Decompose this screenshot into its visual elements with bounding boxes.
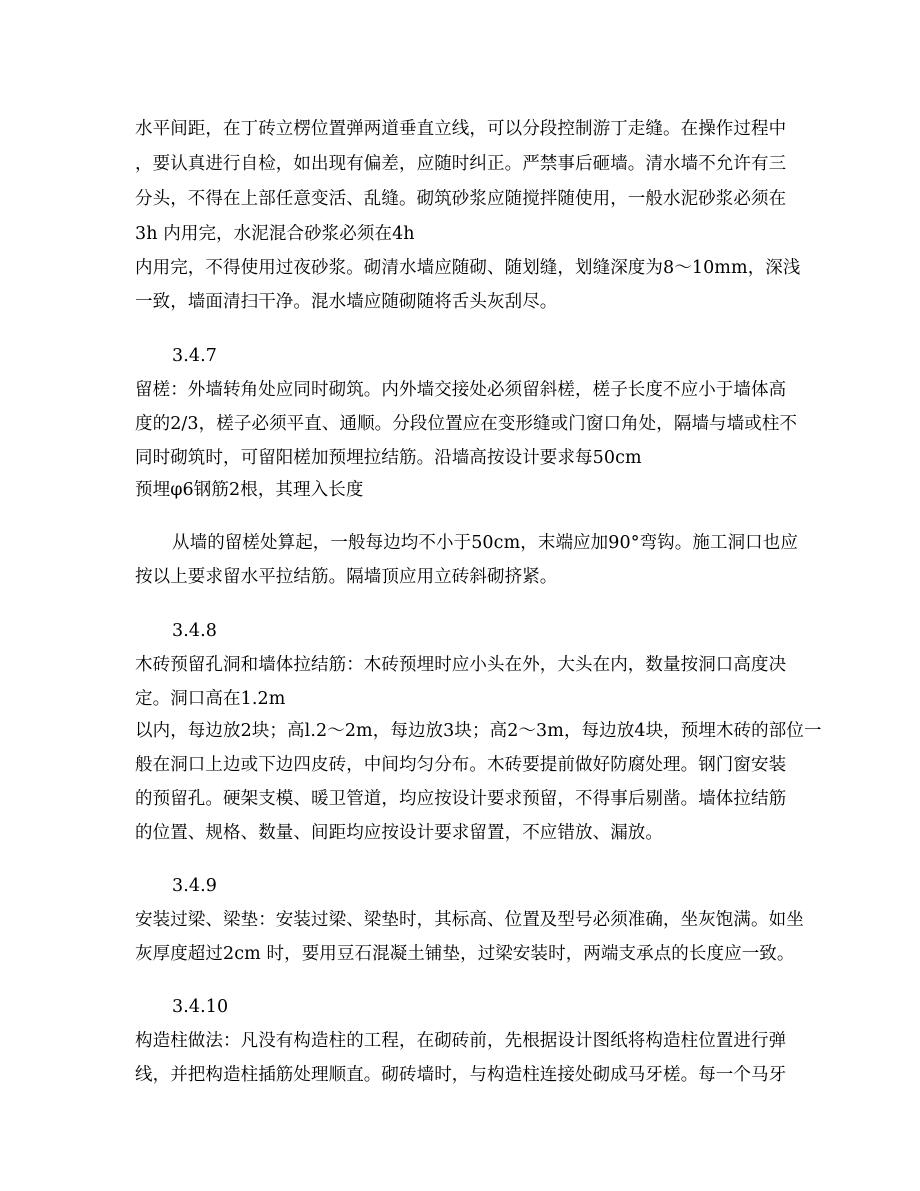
text-line: 定。洞口高在1.2m xyxy=(135,689,286,709)
text-line: 3h 内用完，水泥混合砂浆必须在4h xyxy=(135,224,415,244)
section-number: 3.4.10 xyxy=(172,997,229,1017)
text-line: 水平间距，在丁砖立楞位置弹两道垂直立线，可以分段控制游丁走缝。在操作过程中 xyxy=(135,119,787,139)
text-line: 一致，墙面清扫干净。混水墙应随砌随将舌头灰刮尽。 xyxy=(135,292,558,312)
text-line: ，要认真进行自检，如出现有偏差，应随时纠正。严禁事后砸墙。清水墙不允许有三 xyxy=(135,154,787,174)
text-line: 按以上要求留水平拉结筋。隔墙顶应用立砖斜砌挤紧。 xyxy=(135,567,558,587)
section-number: 3.4.8 xyxy=(172,621,218,641)
text-line: 内用完，不得使用过夜砂浆。砌清水墙应随砌、随划缝，划缝深度为8～10mm，深浅 xyxy=(135,258,801,278)
text-line: 同时砌筑时，可留阳槎加预埋拉结筋。沿墙高按设计要求每50cm xyxy=(135,448,642,468)
text-line: 度的2/3，槎子必须平直、通顺。分段位置应在变形缝或门窗口角处，隔墙与墙或柱不 xyxy=(135,414,798,434)
text-line: 灰厚度超过2cm 时，要用豆石混凝土铺垫，过梁安装时，两端支承点的长度应一致。 xyxy=(135,944,795,964)
text-line: 线，并把构造柱插筋处理顺直。砌砖墙时，与构造柱连接处砌成马牙槎。每一个马牙 xyxy=(135,1065,787,1085)
text-line: 构造柱做法：凡没有构造柱的工程，在砌砖前，先根据设计图纸将构造柱位置进行弹 xyxy=(135,1031,787,1051)
text-line: 安装过梁、梁垫：安装过梁、梁垫时，其标高、位置及型号必须准确，坐灰饱满。如坐 xyxy=(135,910,804,930)
text-line: 预埋φ6钢筋2根，其理入长度 xyxy=(135,480,364,500)
text-line: 留槎：外墙转角处应同时砌筑。内外墙交接处必须留斜槎，槎子长度不应小于墙体高 xyxy=(135,380,787,400)
text-line: 从墙的留槎处算起，一般每边均不小于50cm，末端应加90°弯钩。施工洞口也应 xyxy=(172,533,798,553)
text-line: 般在洞口上边或下边四皮砖，中间均匀分布。木砖要提前做好防腐处理。钢门窗安装 xyxy=(135,755,787,775)
text-line: 的位置、规格、数量、间距均应按设计要求留置，不应错放、漏放。 xyxy=(135,823,663,843)
text-line: 木砖预留孔洞和墙体拉结筋：木砖预埋时应小头在外，大头在内，数量按洞口高度决 xyxy=(135,655,787,675)
text-line: 以内，每边放2块；高l.2～2m，每边放3块；高2～3m，每边放4块，预埋木砖的部位一 xyxy=(135,721,822,741)
text-line: 分头，不得在上部任意变活、乱缝。砌筑砂浆应随搅拌随使用，一般水泥砂浆必须在 xyxy=(135,189,787,209)
text-line: 的预留孔。硬架支模、暖卫管道，均应按设计要求预留，不得事后剔凿。墙体拉结筋 xyxy=(135,789,787,809)
section-number: 3.4.9 xyxy=(172,876,218,896)
section-number: 3.4.7 xyxy=(172,346,218,366)
